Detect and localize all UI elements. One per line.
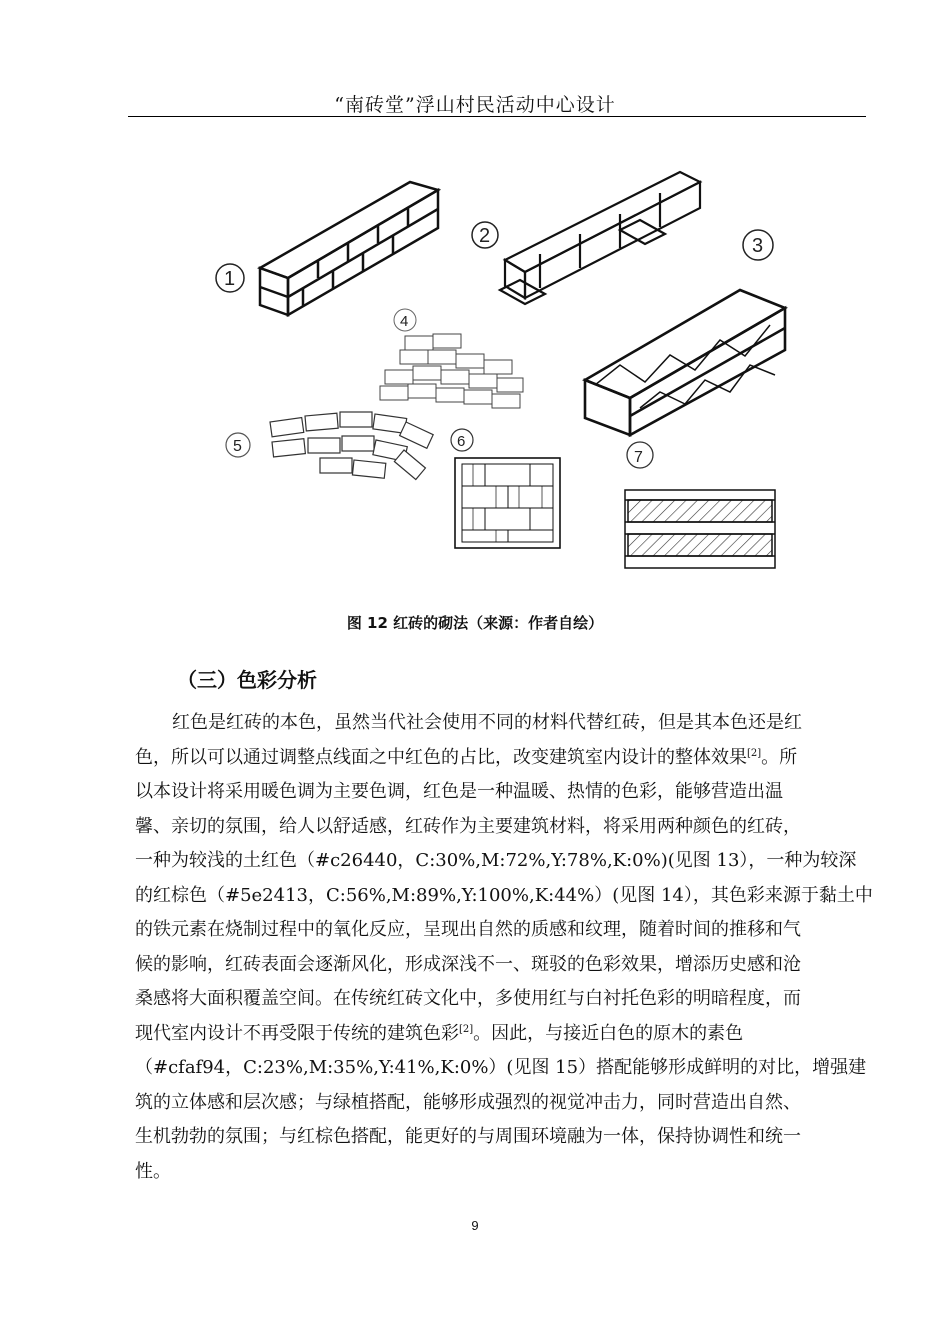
sketch-4-stacked-bricks <box>380 334 523 408</box>
body-line: 生机勃勃的氛围；与红棕色搭配，能更好的与周围环境融为一体，保持协调性和统一 <box>135 1126 801 1147</box>
body-line <box>135 741 855 776</box>
running-header-title: “南砖堂”浮山村民活动中心设计 <box>334 94 616 116</box>
sketch-7-herringbone-band <box>625 490 775 568</box>
sketch-label-7: 7 <box>634 449 643 466</box>
sketch-label-2: 2 <box>479 225 491 247</box>
page-number: 9 <box>471 1218 479 1233</box>
body-line: 一种为较浅的土红色（#c26440，C:30%,M:72%,Y:78%,K:0%)(见图 13），一种为较深 <box>135 850 857 871</box>
body-line-text: 现代室内设计不再受限于传统的建筑色彩 <box>135 1022 459 1044</box>
body-line: 馨、亲切的氛围，给人以舒适感，红砖作为主要建筑材料，将采用两种颜色的红砖， <box>135 815 801 837</box>
brick-sketch-svg <box>200 160 800 580</box>
sketch-3-patterned-wall <box>585 290 785 435</box>
body-line <box>135 1017 855 1052</box>
header-divider <box>128 116 866 117</box>
sketch-1-stretcher-wall <box>260 182 438 315</box>
body-line: 候的影响，红砖表面会逐渐风化，形成深浅不一、斑驳的色彩效果，增添历史感和沧 <box>135 953 801 975</box>
sketch-label-3: 3 <box>752 235 764 257</box>
body-line: 以本设计将采用暖色调为主要色调，红色是一种温暖、热情的色彩，能够营造出温 <box>135 781 783 802</box>
body-line: 的红棕色（#5e2413，C:56%,M:89%,Y:100%,K:44%）(见图 14），其色彩来源于黏土中 <box>135 884 873 906</box>
body-line: 筑的立体感和层次感；与绿植搭配，能够形成强烈的视觉冲击力，同时营造出自然、 <box>135 1091 801 1113</box>
sketch-5-curved-wall <box>270 412 433 479</box>
body-line-text: 。因此，与接近白色的原木的素色 <box>473 1022 744 1044</box>
body-line: 的铁元素在烧制过程中的氧化反应，呈现出自然的质感和纹理，随着时间的推移和气 <box>135 919 801 940</box>
body-line-text: 。所 <box>761 746 798 768</box>
body-line: 桑感将大面积覆盖空间。在传统红砖文化中，多使用红与白衬托色彩的明暗程度，而 <box>135 988 801 1009</box>
sketch-6-basketweave <box>455 458 560 548</box>
body-paragraph <box>135 706 873 1189</box>
body-line: 性。 <box>135 1160 171 1182</box>
sketch-label-1: 1 <box>224 268 236 290</box>
brick-bond-figure <box>200 160 800 580</box>
citation-ref: [2] <box>459 1023 474 1035</box>
section-heading: （三）色彩分析 <box>177 668 317 692</box>
citation-ref: [2] <box>747 747 762 759</box>
sketch-2-staggered-wall <box>500 172 700 304</box>
sketch-label-6: 6 <box>457 433 466 450</box>
figure-caption: 图 12 红砖的砌法（来源：作者自绘） <box>346 614 604 632</box>
body-line-text: 色，所以可以通过调整点线面之中红色的占比，改变建筑室内设计的整体效果 <box>135 746 747 768</box>
sketch-label-5: 5 <box>233 438 242 455</box>
sketch-label-4: 4 <box>400 313 409 330</box>
body-line: （#cfaf94，C:23%,M:35%,Y:41%,K:0%）(见图 15）搭配能够形成鲜明的对比，增强建 <box>135 1057 867 1078</box>
body-line: 红色是红砖的本色，虽然当代社会使用不同的材料代替红砖，但是其本色还是红 <box>172 712 802 733</box>
